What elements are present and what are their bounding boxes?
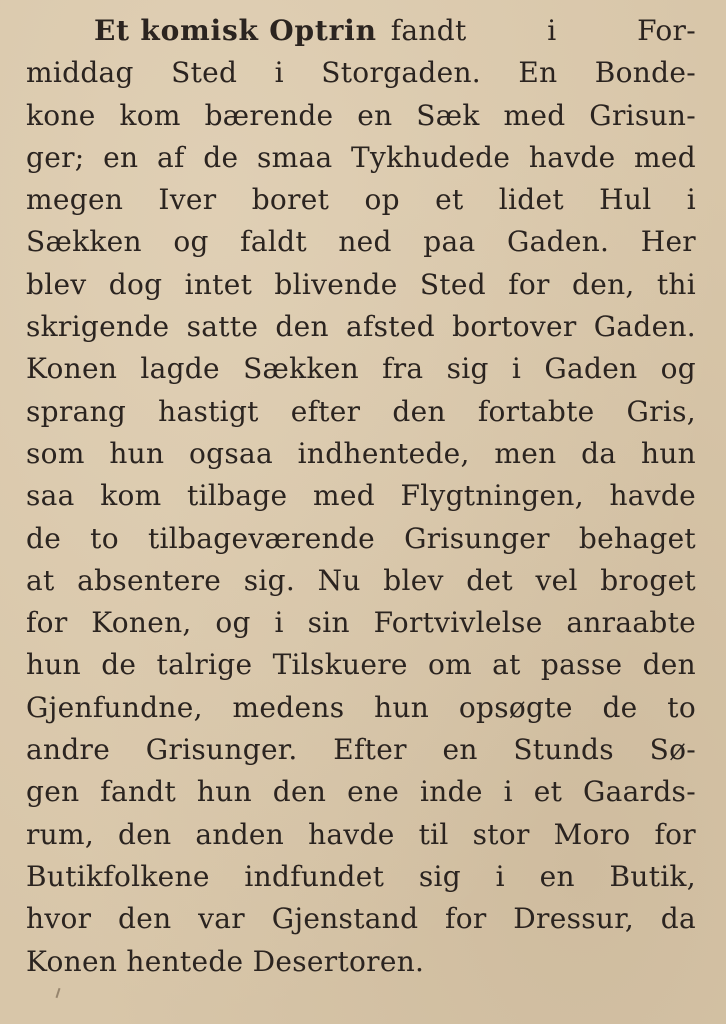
article-text-line: som hun ogsaa indhentede, men da hun xyxy=(26,436,696,470)
article-text-line: at absentere sig. Nu blev det vel broget xyxy=(26,563,696,597)
article-text-line: Sækken og faldt ned paa Gaden. Her xyxy=(26,225,696,259)
article-text-line: hvor den var Gjenstand for Dressur, da xyxy=(26,902,696,936)
article-text-line: sprang hastigt efter den fortabte Gris, xyxy=(26,394,696,428)
article-text-line: Konen hentede Desertoren. xyxy=(26,944,425,978)
article-text-line: Butikfolkene indfundet sig i en Butik, xyxy=(26,859,696,893)
article-text-line: blev dog intet blivende Sted for den, thi xyxy=(26,267,696,301)
article-first-line xyxy=(26,10,696,52)
article-text-line: rum, den anden havde til stor Moro for xyxy=(26,817,696,851)
article-text-line: megen Iver boret op et lidet Hul i xyxy=(26,183,696,217)
article-text-line: de to tilbageværende Grisunger behaget xyxy=(26,521,696,555)
article-text-line: kone kom bærende en Sæk med Grisun- xyxy=(26,98,696,132)
article-text-line: Gjenfundne, medens hun opsøgte de to xyxy=(26,690,696,724)
article-text-line: saa kom tilbage med Flygtningen, havde xyxy=(26,479,696,513)
article-text-line: Konen lagde Sækken fra sig i Gaden og xyxy=(26,352,696,386)
article-text-line: middag Sted i Storgaden. En Bonde- xyxy=(26,56,696,90)
article-text-line: gen fandt hun den ene inde i et Gaards- xyxy=(26,775,696,809)
article-headline: Et komisk Optrin xyxy=(94,14,377,47)
article-text-line: andre Grisunger. Efter en Stunds Sø- xyxy=(26,733,696,767)
article-text-line: fandt i For- xyxy=(390,14,696,47)
article-text-line: ger; en af de smaa Tykhudede havde med xyxy=(26,140,696,174)
paper-speck xyxy=(56,988,61,998)
article-text-line: skrigende satte den afsted bortover Gaden. xyxy=(26,310,696,344)
article-text-line: hun de talrige Tilskuere om at passe den xyxy=(26,648,696,682)
article-text-line: for Konen, og i sin Fortvivlelse anraabte xyxy=(26,606,696,640)
